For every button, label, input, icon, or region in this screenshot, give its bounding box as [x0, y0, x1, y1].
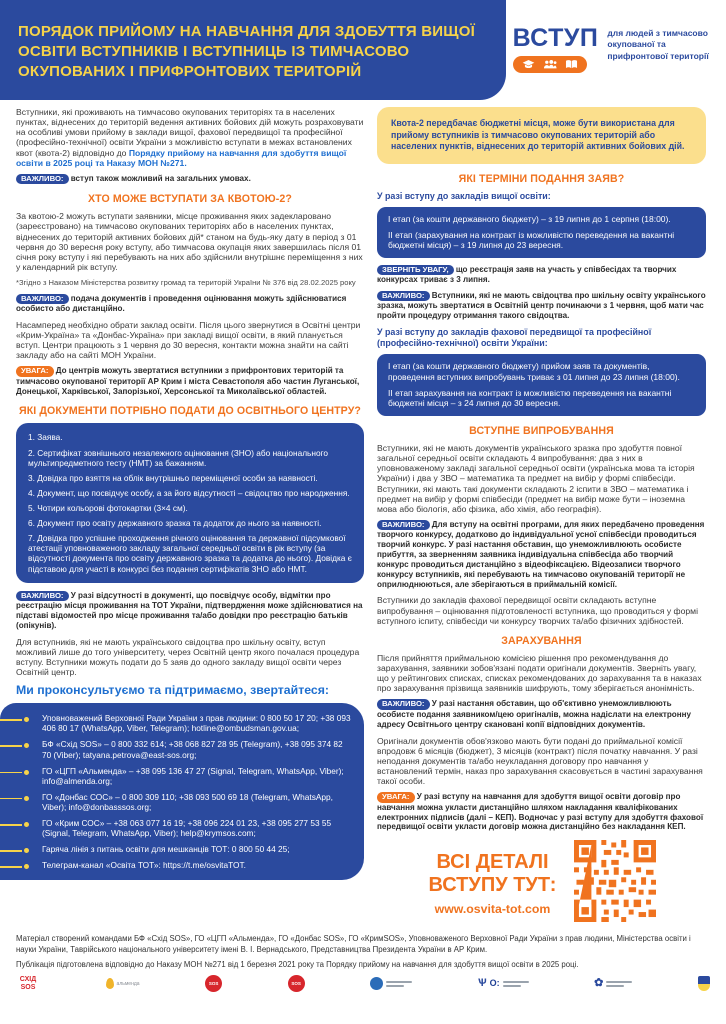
donbas-sos-logo: [205, 975, 222, 992]
krym-sos-logo: [288, 975, 305, 992]
credits-text: Матеріал створений командами БФ «Схід SOS», ГО «ЦГП «Альменда», ГО «Донбас SOS», ГО «КримSOS», Уповноваженого Верховної Ради України з прав людини, Міністерства освіти і науки України, Таврійського національного університету імені В. І. Вернадського, Представництва Президента України в АР Крим.: [16, 934, 691, 954]
important-school-certificate-text: Вступники, які не мають свідоцтва про шкільну освіту українського зразка, можуть звертатися в Освітній центр починаючи з 1 червня, щоб мати час пройти процедуру отримання такого свідоцтва.: [377, 291, 706, 321]
vstup-logo-word: ВСТУП: [512, 24, 599, 52]
important-badge: ВАЖЛИВО:: [16, 591, 69, 601]
website-link[interactable]: www.osvita-tot.com: [434, 902, 551, 917]
important-scanned-copies: [377, 699, 706, 729]
contact-item-ombudsman: Уповноважений Верховної Ради України з прав людини: 0 800 50 17 20; +38 093 406 80 17 (WhatsApp, Viber, Telegram); hotline@ombudsman.gov.ua;: [0, 713, 354, 733]
exam-text-2: Вступники до закладів фахової передвищої освіти складають вступне випробування – оцінювання підготовленості вступника, що проводиться у формі вступного іспиту, співбесіди чи конкурсу творчих та/або фізичних здібностей.: [377, 595, 698, 626]
document-list-item: 5. Чотири кольорові фотокартки (3×4 см).: [28, 503, 188, 514]
section-title-documents: ЯКІ ДОКУМЕНТИ ПОТРІБНО ПОДАТИ ДО ОСВІТНЬОГО ЦЕНТРУ?: [19, 405, 361, 418]
no-certificate-text: Для вступників, які не мають українського свідоцтва про шкільну освіту, вступ можливий лише до того університету, через Освітній центр якого почалася процедура вступу. Вступники можуть подати до 5 заяв до одного закладу вищої освіти через Освітній центр.: [16, 636, 360, 678]
important-scanned-copies-text: У разі настання обставин, що об'єктивно унеможливлюють особисте подання заявником/цею оригіналів, можна надіслати на електронну адресу Освітнього центру скановані копії відповідних документів.: [377, 699, 692, 729]
mon-logo: [478, 978, 529, 989]
right-column: [377, 107, 706, 927]
contact-item-donbas-sos: ГО «Донбас СОС» – 0 800 309 110; +38 093 500 69 18 (Telegram, WhatsApp, Viber); info@donbasssos.org;: [0, 792, 354, 812]
sos-circle-icon: SOS: [205, 975, 222, 992]
open-book-icon: [565, 59, 578, 70]
attention-centers-text: До центрів можуть звертатися вступники з прифронтових територій та тимчасово окупованої території АР Крим і міста Севастополя або частин Луганської, Донецької, Харківської, Запорізької, Херсонської та Миколаївської областей.: [16, 366, 360, 396]
important-badge: ВАЖЛИВО:: [377, 291, 430, 301]
left-column: [16, 107, 364, 927]
logo-caption-lines: [386, 981, 412, 987]
intro-text: Вступники, які проживають на тимчасово окупованих територіях та в населених пунктах, віднесених до територій ведення активних бойових дій можуть розраховувати на особливі умови прийому в заклади вищої, фахової передвищої та професійної (професійно-технічної) освіти України з можливістю вступати в межах встановлених квот (квота-2) відповідно до: [16, 107, 364, 158]
higher-education-lead: У разі вступу до закладів вищої освіти:: [377, 190, 551, 201]
graduation-cap-icon: [522, 59, 535, 70]
education-centers-text: Насамперед необхідно обрати заклад освіти. Після цього звернутися в Освітні центри «Крим-Україна» та «Донбас-Україна» при закладі вищої освіти, в який планується вступ. Центри працюють з 1 червня до 30 вересня, контакти можна знайти на сайті закладу або на сайті МОН України.: [16, 319, 361, 361]
enrollment-text-1: Після прийняття приймальною комісією рішення про рекомендування до зарахування, заявники зобов'язані подати оригінали документів. Зверніть увагу, що у рейтингових списках, списках рекомендованих до зарахування та в наказах про зарахування прізвища заявників шифрують, тому зберігається анонімність.: [377, 652, 702, 694]
important-residence-text: У разі відсутності в документі, що посвідчує особу, відмітки про реєстрацію місця проживання на ТОТ України, підтвердження може здійснюватися на підставі відомостей про місце проживання та/або довідки про реєстрацію батьків (опікунів).: [16, 590, 363, 630]
contact-item-almenda: ГО «ЦГП «Альменда» – +38 095 136 47 27 (Signal, Telegram, WhatsApp, Viber); info@almenda.org;: [0, 766, 354, 786]
who-footnote: *Згідно з Наказом Міністерства розвитку громад та територій України № 376 від 28.02.2025 року: [16, 278, 356, 288]
note-creative-contests: [377, 265, 706, 285]
page-title: ПОРЯДОК ПРИЙОМУ НА НАВЧАННЯ ДЛЯ ЗДОБУТТЯ ВИЩОЇ ОСВІТИ ВСТУПНИКІВ І ВСТУПНИЦЬ ІЗ ТИМЧАСОВО ОКУПОВАНИХ І ПРИФРОНТОВИХ ТЕРИТОРІЙ: [18, 23, 475, 80]
mon-mark: О:: [489, 978, 500, 989]
stage-item: ІІ етап (зарахування на контракт із можливістю переведення на вакантні бюджетні місця) – з 19 липня до 23 вересня.: [388, 229, 675, 251]
attention-centers: [16, 366, 364, 396]
section-title-terms: ЯКІ ТЕРМІНИ ПОДАННЯ ЗАЯВ?: [458, 172, 625, 185]
document-list-item: 2. Сертифікат зовнішнього незалежного оцінювання (ЗНО) або національного мультипредметного тесту (НМТ) за бажанням.: [28, 447, 329, 468]
presidential-representation-logo: [594, 978, 632, 989]
important-remote-submission-text: подача документів і проведення оцінювання можуть здійснюватися особисто або дистанційно.: [16, 293, 347, 313]
stage-item: І етап (за кошти державного бюджету) – з 19 липня до 1 серпня (18:00).: [388, 213, 671, 224]
contact-item-krym-sos: ГО «Крим СОС» – +38 063 077 16 19; +38 096 224 01 23, +38 095 277 53 55 (Signal, Telegram, WhatsApp, Viber); help@krymsos.com;: [0, 818, 354, 838]
stage-item: І етап (за кошти державного бюджету) прийом заяв та документів, проведення вступних випробувань триває з 01 липня до 23 липня (18:00).: [388, 361, 680, 383]
important-creative-contest: [377, 520, 706, 590]
footer: [0, 927, 726, 992]
details-text: [428, 851, 558, 916]
section-title-enrollment: ЗАРАХУВАННЯ: [501, 634, 582, 647]
partner-logos-row: [16, 975, 710, 992]
logo-caption-lines: [503, 981, 529, 987]
document-list-item: 7. Довідка про успішне проходження річного оцінювання та державної підсумкової атестації уповноваженого закладу загальної середньої освіти в рік вступу (за відсутності документа про освіту державного зразка та додатка до нього). Довідка є підставою для участі в конкурсі без подання сертифікатів ЗНО або НМТ.: [28, 533, 352, 574]
skhid-sos-logo: [16, 976, 40, 991]
admission-order-link[interactable]: Порядку прийому на навчання для здобуття вищої освіти в 2025 році та Наказу МОН №271.: [16, 147, 347, 168]
trident-icon: Ѱ: [477, 977, 487, 990]
note-creative-contests-text: що реєстрація заяв на участь у співбесідах та творчих конкурсах триває з 3 липня.: [377, 264, 677, 285]
important-badge: ВАЖЛИВО:: [16, 294, 69, 304]
attention-contract: [377, 792, 706, 832]
attention-badge: УВАГА:: [377, 792, 415, 802]
enrollment-text-2: Оригінали документів обов'язково мають бути подані до приймальної комісії впродовж 6 місяців (бюджет), 3 місяців (контракт) після початку навчання. У разі неподання документів та/або неукладання договору про навчання у встановлений термін, наказ про зарахування скасовується в частині зарахування такої особи.: [377, 735, 703, 787]
vstup-logo-icon-chip: [513, 56, 587, 73]
consult-title: Ми проконсультуємо та підтримаємо, звертайтеся:: [16, 683, 330, 698]
important-badge: ВАЖЛИВО:: [16, 174, 69, 184]
logo-tagline: для людей з тимчасово окупованої та прифронтової території: [607, 28, 709, 61]
contact-item-hotline: Гаряча лінія з питань освіти для мешканців ТОТ: 0 800 50 44 25;: [0, 844, 354, 854]
attention-badge: УВАГА:: [16, 366, 54, 376]
important-remote-submission: [16, 294, 364, 314]
ombudsman-logo: [370, 977, 412, 990]
who-can-apply-text: За квотою-2 можуть вступати заявники, місце проживання яких задекларовано (зареєстровано) на тимчасово окупованих територіях або в населених пунктах, віднесених до територій активних бойових дій* станом на будь-яку дату в період з 01 червня до 30 вересня року вступу, або тимчасова окупація яких завершилась після 01 січня року вступу і які перебувають на них або здійснили внутрішнє переміщення з них у календарний рік вступу.: [16, 211, 363, 272]
main-content: [0, 100, 726, 927]
almenda-logo-text: альменда: [116, 980, 140, 987]
stage-item: ІІ етап зарахування на контракт із можливістю переведення на вакантні бюджетні місця – з 24 липня до 30 вересня.: [388, 387, 672, 409]
flame-icon: [106, 978, 114, 989]
intro-paragraph: [16, 107, 364, 168]
almenda-logo: [106, 978, 140, 989]
document-list-item: 4. Документ, що посвідчує особу, а за його відсутності – свідоцтво про народження.: [28, 487, 350, 498]
attention-contract-text: У разі вступу на навчання для здобуття вищої освіти договір про навчання можна укласти дистанційно шляхом накладання кваліфікованих електронних підписів (далі – КЕП). Водночас у разі вступу для здобуття фахової передвищої освіти укласти договір можна дистанційно без накладання КЕП.: [377, 792, 704, 832]
note-badge: ЗВЕРНІТЬ УВАГУ,: [377, 265, 454, 275]
contact-item-skhid-sos: БФ «Схід SOS» – 0 800 332 614; +38 068 827 28 95 (Telegram), +38 095 374 82 70 (Viber); tatyana.petrova@east-sos.org;: [0, 739, 354, 759]
important-residence-mark: [16, 591, 364, 631]
document-list-item: 3. Довідка про взяття на облік внутрішньо переміщеної особи за наявності.: [28, 472, 318, 483]
important-badge: ВАЖЛИВО:: [377, 699, 430, 709]
section-title-who-can-apply: ХТО МОЖЕ ВСТУПАТИ ЗА КВОТОЮ-2?: [87, 193, 292, 206]
higher-education-stages-box: [377, 207, 706, 258]
people-icon: [543, 59, 557, 70]
qr-code-icon: [574, 840, 656, 927]
contact-item-telegram-channel[interactable]: Телеграм-канал «Освіта ТОТ»: https://t.me/osvitaTOT.: [0, 860, 354, 870]
globe-icon: [370, 977, 383, 990]
important-badge: ВАЖЛИВО:: [377, 520, 430, 530]
important-general-terms: [16, 174, 364, 184]
skhid-sos-logo-text: СХІД SOS: [19, 976, 37, 991]
section-title-exam: ВСТУПНЕ ВИПРОБУВАННЯ: [469, 424, 614, 437]
publication-note: Публікація підготовлена відповідно до Наказу МОН №271 від 1 березня 2021 року та Порядку прийому на навчання для здобуття вищої освіти в 2025 році.: [16, 959, 579, 969]
header: [0, 0, 726, 100]
document-list-item: 6. Документ про освіту державного зразка та додаток до нього за наявності.: [28, 518, 322, 529]
details-block: [377, 840, 706, 927]
important-general-terms-text: вступ також можливий на загальних умовах.: [70, 173, 251, 183]
details-title: ВСІ ДЕТАЛІ ВСТУПУ ТУТ:: [428, 851, 557, 896]
quota-note-text: Квота-2 передбачає бюджетні місця, може бути використана для прийому вступників із тимчасово окупованих територій або населених пунктів, віднесених до територій активних бойових дій.: [391, 118, 685, 152]
vocational-education-lead: У разі вступу до закладів фахової передвищої та професійної (професійно-технічної) освіти України:: [377, 327, 652, 349]
university-crest-icon: [698, 976, 710, 991]
quota-note-box: [377, 107, 706, 164]
vstup-logo: [506, 0, 726, 100]
document-list-item: 1. Заява.: [28, 432, 63, 443]
sos-circle-icon: SOS: [288, 975, 305, 992]
important-creative-contest-text: Для вступу на освітні програми, для яких передбачено проведення творчого конкурсу, додатково до індивідуальної усної співбесіди проводиться творчий конкурс. У разі настання обставин, що унеможливлюють особисте прибуття, за зверненням заявника індивідуальна співбесіда або творчий конкурс проводиться дистанційно з відеофіксацією. Відеозаписи творчого конкурсу вступників, які перебувають на тимчасово окупованій території не оприлюднюються, але зберігаються в приймальній комісії.: [377, 519, 705, 589]
logo-caption-lines: [606, 981, 632, 987]
documents-list-box: [16, 423, 364, 582]
tnu-vernadsky-logo: [698, 976, 710, 991]
title-block: [0, 0, 506, 100]
vocational-education-stages-box: [377, 354, 706, 416]
emblem-icon: ✿: [594, 977, 604, 990]
important-school-certificate: [377, 291, 706, 321]
vstup-logo-mark: [513, 26, 599, 73]
contacts-box: [0, 703, 364, 879]
exam-text-1: Вступники, які не мають документів українського зразка про здобуття повної загальної середньої освіти складають 4 випробування: два з них в уповноваженому закладі загальної середньої освіти (українська мова та історія України) і два у ЗВО – математика та предмет на вибір у формі співбесіди. Вступники, які мають такі документи складають 2 іспити в ЗВО – математика і предмет на вибір у формі співбесіди (предмет на вибір може бути – іноземна мова або біологія, або фізика, або хімія, або географія).: [377, 442, 695, 514]
